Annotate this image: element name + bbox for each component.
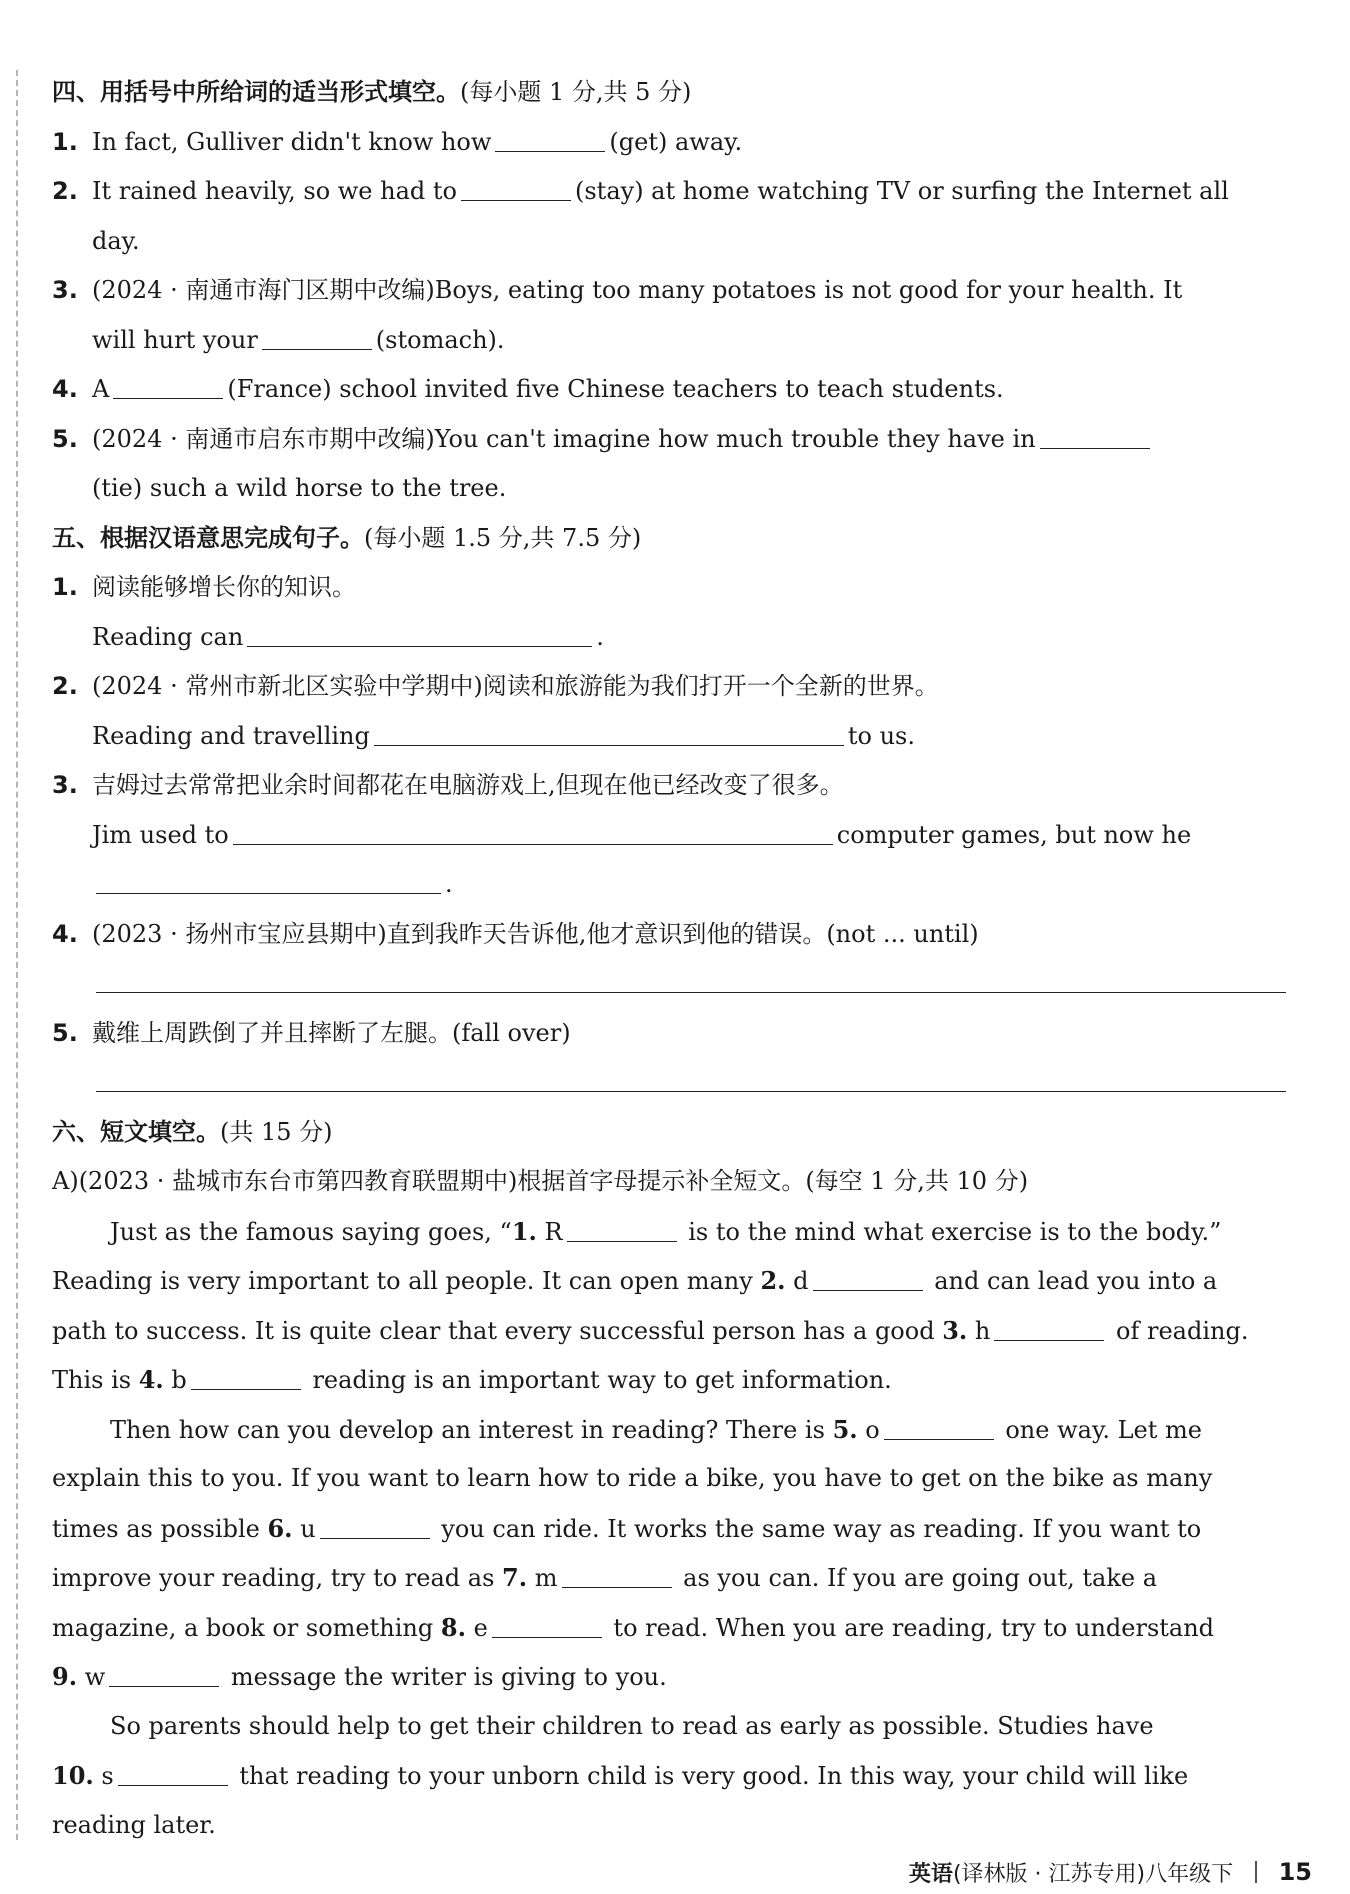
answer-blank[interactable] (320, 1537, 430, 1539)
page-footer: 英语 (译林版 · 江苏专用)八年级下 15 (908, 1858, 1312, 1887)
s5-question-4: 4. (2023 · 扬州市宝应县期中)直到我昨天告诉他,他才意识到他的错误。(not ... until) (52, 919, 979, 948)
answer-blank[interactable] (96, 892, 441, 894)
answer-blank[interactable] (262, 348, 372, 350)
s5-question-5: 5. 戴维上周跌倒了并且摔断了左腿。(fall over) (52, 1018, 571, 1047)
passage-p3-line-3: reading later. (52, 1810, 216, 1839)
answer-line[interactable] (96, 1090, 1286, 1092)
answer-blank[interactable] (1040, 447, 1150, 449)
page-number: 15 (1278, 1858, 1312, 1886)
passage-p1-line-2: Reading is very important to all people. It can open many 2. d and can lead you into a (52, 1266, 1218, 1295)
s4-question-2-cont: day. (92, 226, 140, 255)
passage-p1-line-4: This is 4. b reading is an important way to get information. (52, 1365, 892, 1394)
passage-p2-line-1: Then how can you develop an interest in reading? There is 5. o one way. Let me (110, 1414, 1202, 1444)
s5-question-1: 1. 阅读能够增长你的知识。 (52, 573, 356, 601)
s5-question-4-answer (52, 959, 1290, 1009)
answer-line[interactable] (96, 991, 1286, 993)
s5-question-3-answer: Jim used to computer games, but now he (92, 820, 1192, 849)
passage-p1-line-3: path to success. It is quite clear that every successful person has a good 3. h of reading. (52, 1315, 1249, 1345)
footer-divider (1255, 1861, 1257, 1883)
answer-blank[interactable] (567, 1240, 677, 1242)
answer-blank[interactable] (118, 1784, 228, 1786)
section-6-heading: 六、短文填空。(共 15 分) (52, 1117, 333, 1146)
s5-question-5-answer (52, 1058, 1290, 1108)
s4-question-3-cont: will hurt your (stomach). (92, 325, 505, 354)
worksheet-page (52, 68, 1290, 1850)
answer-blank[interactable] (813, 1289, 923, 1291)
s4-question-2: 2. It rained heavily, so we had to (stay) at home watching TV or surfing the Internet all (52, 177, 1229, 205)
answer-blank[interactable] (113, 397, 223, 399)
s4-question-3: 3. (2024 · 南通市海门区期中改编)Boys, eating too many potatoes is not good for your health. It (52, 276, 1183, 304)
section-5-heading: 五、根据汉语意思完成句子。(每小题 1.5 分,共 7.5 分) (52, 523, 642, 552)
s4-question-1: 1. In fact, Gulliver didn't know how (get) away. (52, 127, 743, 156)
s4-question-5: 5. (2024 · 南通市启东市期中改编)You can't imagine how much trouble they have in (52, 415, 1290, 465)
answer-blank[interactable] (884, 1438, 994, 1440)
passage-p2-line-3: times as possible 6. u you can ride. It works the same way as reading. If you want to (52, 1513, 1202, 1543)
answer-blank[interactable] (461, 199, 571, 201)
passage-p2-line-2: explain this to you. If you want to learn how to ride a bike, you have to get on the bike as many (52, 1464, 1213, 1492)
passage-p1-line-1: Just as the famous saying goes, “1. R is to the mind what exercise is to the body.” (110, 1216, 1222, 1246)
s4-question-4: 4. A (France) school invited five Chinese teachers to teach students. (52, 375, 1004, 403)
passage-p2-line-4: improve your reading, try to read as 7. m as you can. If you are going out, take a (52, 1563, 1158, 1592)
answer-blank[interactable] (109, 1685, 219, 1687)
s4-question-5-cont: (tie) such a wild horse to the tree. (92, 474, 507, 502)
section-4-heading: 四、用括号中所给词的适当形式填空。(每小题 1 分,共 5 分) (52, 78, 692, 106)
answer-blank[interactable] (191, 1388, 301, 1390)
s5-question-1-answer: Reading can . (92, 622, 604, 651)
answer-blank[interactable] (994, 1339, 1104, 1341)
s5-question-2-answer: Reading and travelling to us. (92, 721, 915, 750)
answer-blank[interactable] (495, 150, 605, 152)
passage-p3-line-2: 10. s that reading to your unborn child is very good. In this way, your child will like (52, 1761, 1189, 1790)
answer-blank[interactable] (233, 843, 833, 845)
answer-blank[interactable] (247, 645, 592, 647)
s5-question-2: 2. (2024 · 常州市新北区实验中学期中)阅读和旅游能为我们打开一个全新的世界。 (52, 672, 939, 700)
answer-blank[interactable] (374, 744, 844, 746)
passage-p2-line-5: magazine, a book or something 8. e to read. When you are reading, try to understand (52, 1612, 1215, 1642)
answer-blank[interactable] (562, 1586, 672, 1588)
passage-p3-line-1: So parents should help to get their children to read as early as possible. Studies have (110, 1711, 1154, 1740)
passage-p2-line-6: 9. w message the writer is giving to you. (52, 1662, 667, 1691)
s5-question-3-answer-cont: . (52, 860, 1290, 910)
s6-part-a-instruction: A)(2023 · 盐城市东台市第四教育联盟期中)根据首字母提示补全短文。(每空 1 分,共 10 分) (52, 1167, 1029, 1195)
binding-margin-line (16, 70, 18, 1840)
answer-blank[interactable] (492, 1636, 602, 1638)
s5-question-3: 3. 吉姆过去常常把业余时间都花在电脑游戏上,但现在他已经改变了很多。 (52, 771, 844, 799)
